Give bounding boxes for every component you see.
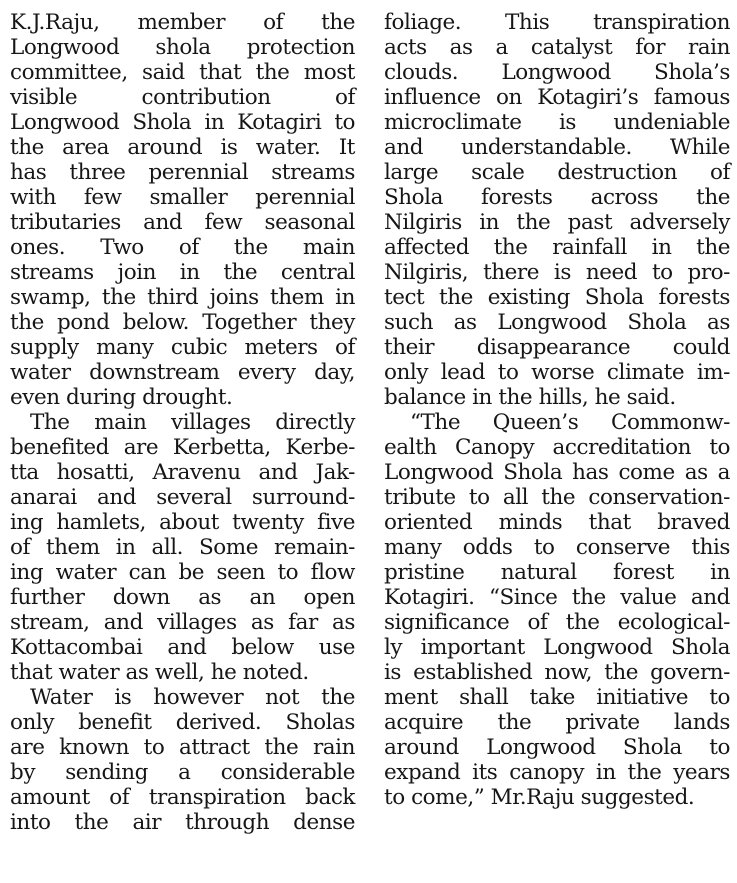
column-left [10, 10, 355, 835]
text-line: Nilgiris in the past adversely [384, 210, 730, 235]
text-line: affected the rainfall in the [384, 235, 730, 260]
text-line: K.J.Raju, member of the [10, 10, 355, 35]
text-line: ly important Longwood Shola [384, 635, 730, 660]
text-line: anarai and several surround- [10, 485, 355, 510]
text-line: Longwood Shola has come as a [384, 460, 730, 485]
text-line: significance of the ecological- [384, 610, 730, 635]
text-line: committee, said that the most [10, 60, 355, 85]
text-line: pristine natural forest in [384, 560, 730, 585]
text-line: the area around is water. It [10, 135, 355, 160]
text-line: around Longwood Shola to [384, 735, 730, 760]
text-line: tect the existing Shola forests [384, 285, 730, 310]
text-line: balance in the hills, he said. [384, 385, 676, 410]
text-line: foliage. This transpiration [384, 10, 730, 35]
text-line: are known to attract the rain [10, 735, 355, 760]
text-line: stream, and villages as far as [10, 610, 355, 635]
column-right [384, 10, 730, 810]
text-line: “The Queen’s Commonw- [410, 410, 730, 435]
text-line: Shola forests across the [384, 185, 730, 210]
text-line: further down as an open [10, 585, 355, 610]
text-line: acts as a catalyst for rain [384, 35, 730, 60]
text-line: is established now, the govern- [384, 660, 730, 685]
text-line: to come,” Mr.Raju suggested. [384, 785, 695, 810]
text-line: tta hosatti, Aravenu and Jak- [10, 460, 355, 485]
text-line: Nilgiris, there is need to pro- [384, 260, 730, 285]
text-line: microclimate is undeniable [384, 110, 730, 135]
text-line: amount of transpiration back [10, 785, 355, 810]
text-line: ealth Canopy accreditation to [384, 435, 730, 460]
text-line: visible contribution of [10, 85, 355, 110]
text-line: only lead to worse climate im- [384, 360, 730, 385]
text-line: acquire the private lands [384, 710, 730, 735]
text-line: swamp, the third joins them in [10, 285, 355, 310]
text-line: Longwood shola protection [10, 35, 355, 60]
text-line: oriented minds that braved [384, 510, 730, 535]
text-line: their disappearance could [384, 335, 730, 360]
text-line: ones. Two of the main [10, 235, 355, 260]
text-line: Longwood Shola in Kotagiri to [10, 110, 355, 135]
text-line: has three perennial streams [10, 160, 355, 185]
text-line: and understandable. While [384, 135, 730, 160]
text-line: only benefit derived. Sholas [10, 710, 355, 735]
text-line: expand its canopy in the years [384, 760, 730, 785]
text-line: ing hamlets, about twenty five [10, 510, 355, 535]
text-line: benefited are Kerbetta, Kerbe- [10, 435, 355, 460]
text-line: even during drought. [10, 385, 233, 410]
text-line: such as Longwood Shola as [384, 310, 730, 335]
text-line: that water as well, he noted. [10, 660, 309, 685]
text-line: by sending a considerable [10, 760, 355, 785]
text-line: tributaries and few seasonal [10, 210, 355, 235]
text-line: the pond below. Together they [10, 310, 355, 335]
text-line: streams join in the central [10, 260, 355, 285]
text-line: ing water can be seen to flow [10, 560, 355, 585]
text-line: Water is however not the [30, 685, 355, 710]
text-line: water downstream every day, [10, 360, 355, 385]
text-line: into the air through dense [10, 810, 355, 835]
text-line: many odds to conserve this [384, 535, 730, 560]
text-line: The main villages directly [30, 410, 355, 435]
text-line: ment shall take initiative to [384, 685, 730, 710]
text-line: large scale destruction of [384, 160, 730, 185]
text-line: influence on Kotagiri’s famous [384, 85, 730, 110]
text-line: of them in all. Some remain- [10, 535, 355, 560]
text-line: clouds. Longwood Shola’s [384, 60, 730, 85]
text-line: with few smaller perennial [10, 185, 355, 210]
text-line: Kottacombai and below use [10, 635, 355, 660]
text-line: tribute to all the conservation- [384, 485, 730, 510]
text-line: Kotagiri. “Since the value and [384, 585, 730, 610]
text-line: supply many cubic meters of [10, 335, 355, 360]
